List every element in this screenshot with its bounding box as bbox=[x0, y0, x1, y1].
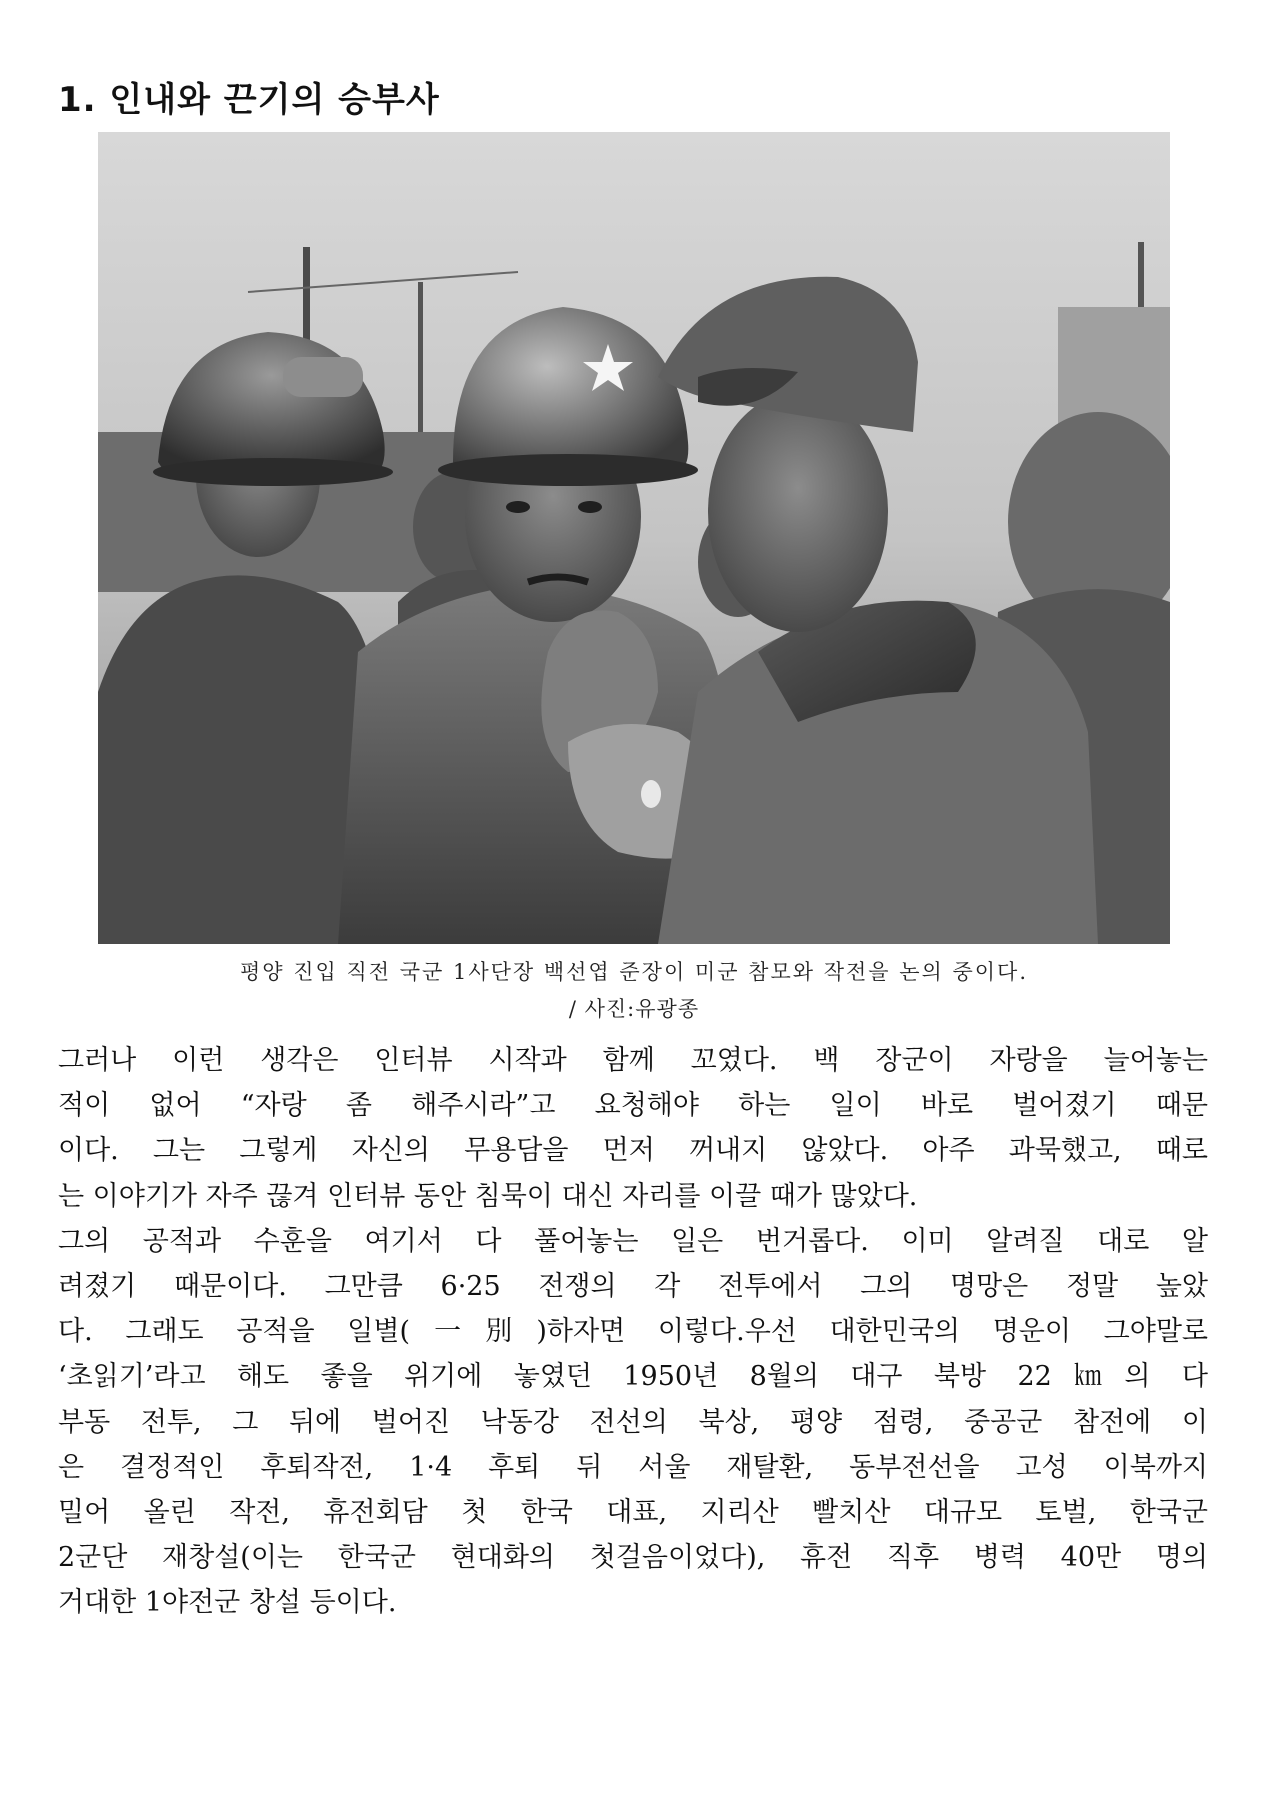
photo-caption: 평양 진입 직전 국군 1사단장 백선엽 준장이 미군 참모와 작전을 논의 중이다. bbox=[239, 960, 1029, 984]
paragraph-2-line: 다. 그래도 공적을 일별(一別)하자면 이렇다.우선 대한민국의 명운이 그야말로 bbox=[58, 1316, 1208, 1348]
historical-photo bbox=[98, 132, 1170, 944]
paragraph-2-line: 그의 공적과 수훈을 여기서 다 풀어놓는 일은 번거롭다. 이미 알려질 대로 알 bbox=[58, 1225, 1208, 1257]
paragraph-1-line: 이다. 그는 그렇게 자신의 무용담을 먼저 꺼내지 않았다. 아주 과묵했고, 때로 bbox=[58, 1135, 1208, 1167]
paragraph-1-line: 적이 없어 “자랑 좀 해주시라”고 요청해야 하는 일이 바로 벌어졌기 때문 bbox=[58, 1090, 1208, 1122]
paragraph-2-line: 려졌기 때문이다. 그만큼 6·25 전쟁의 각 전투에서 그의 명망은 정말 높았 bbox=[58, 1270, 1208, 1302]
section-heading: 1. 인내와 끈기의 승부사 bbox=[58, 80, 440, 120]
paragraph-2-line: 거대한 1야전군 창설 등이다. bbox=[58, 1587, 397, 1619]
paragraph-1-line: 그러나 이런 생각은 인터뷰 시작과 함께 꼬였다. 백 장군이 자랑을 늘어놓는 bbox=[58, 1045, 1208, 1076]
paragraph-1-line: 는 이야기가 자주 끊겨 인터뷰 동안 침묵이 대신 자리를 이끌 때가 많았다. bbox=[58, 1180, 918, 1212]
body-text bbox=[58, 1038, 1208, 1625]
paragraph-2-line: 밀어 올린 작전, 휴전회담 첫 한국 대표, 지리산 빨치산 대규모 토벌, 한국군 bbox=[58, 1496, 1208, 1528]
paragraph-2-line: 부동 전투, 그 뒤에 벌어진 낙동강 전선의 북상, 평양 점령, 중공군 참전에 이 bbox=[58, 1406, 1208, 1438]
paragraph-2-line: ‘초읽기’라고 해도 좋을 위기에 놓였던 1950년 8월의 대구 북방 22㎞의 다 bbox=[58, 1361, 1208, 1393]
photo-credit: / 사진:유광종 bbox=[568, 997, 700, 1021]
photo-illustration bbox=[98, 132, 1170, 944]
paragraph-2-line: 2군단 재창설(이는 한국군 현대화의 첫걸음이었다), 휴전 직후 병력 40만 명의 bbox=[58, 1542, 1208, 1574]
paragraph-2-line: 은 결정적인 후퇴작전, 1·4 후퇴 뒤 서울 재탈환, 동부전선을 고성 이북까지 bbox=[58, 1451, 1208, 1483]
